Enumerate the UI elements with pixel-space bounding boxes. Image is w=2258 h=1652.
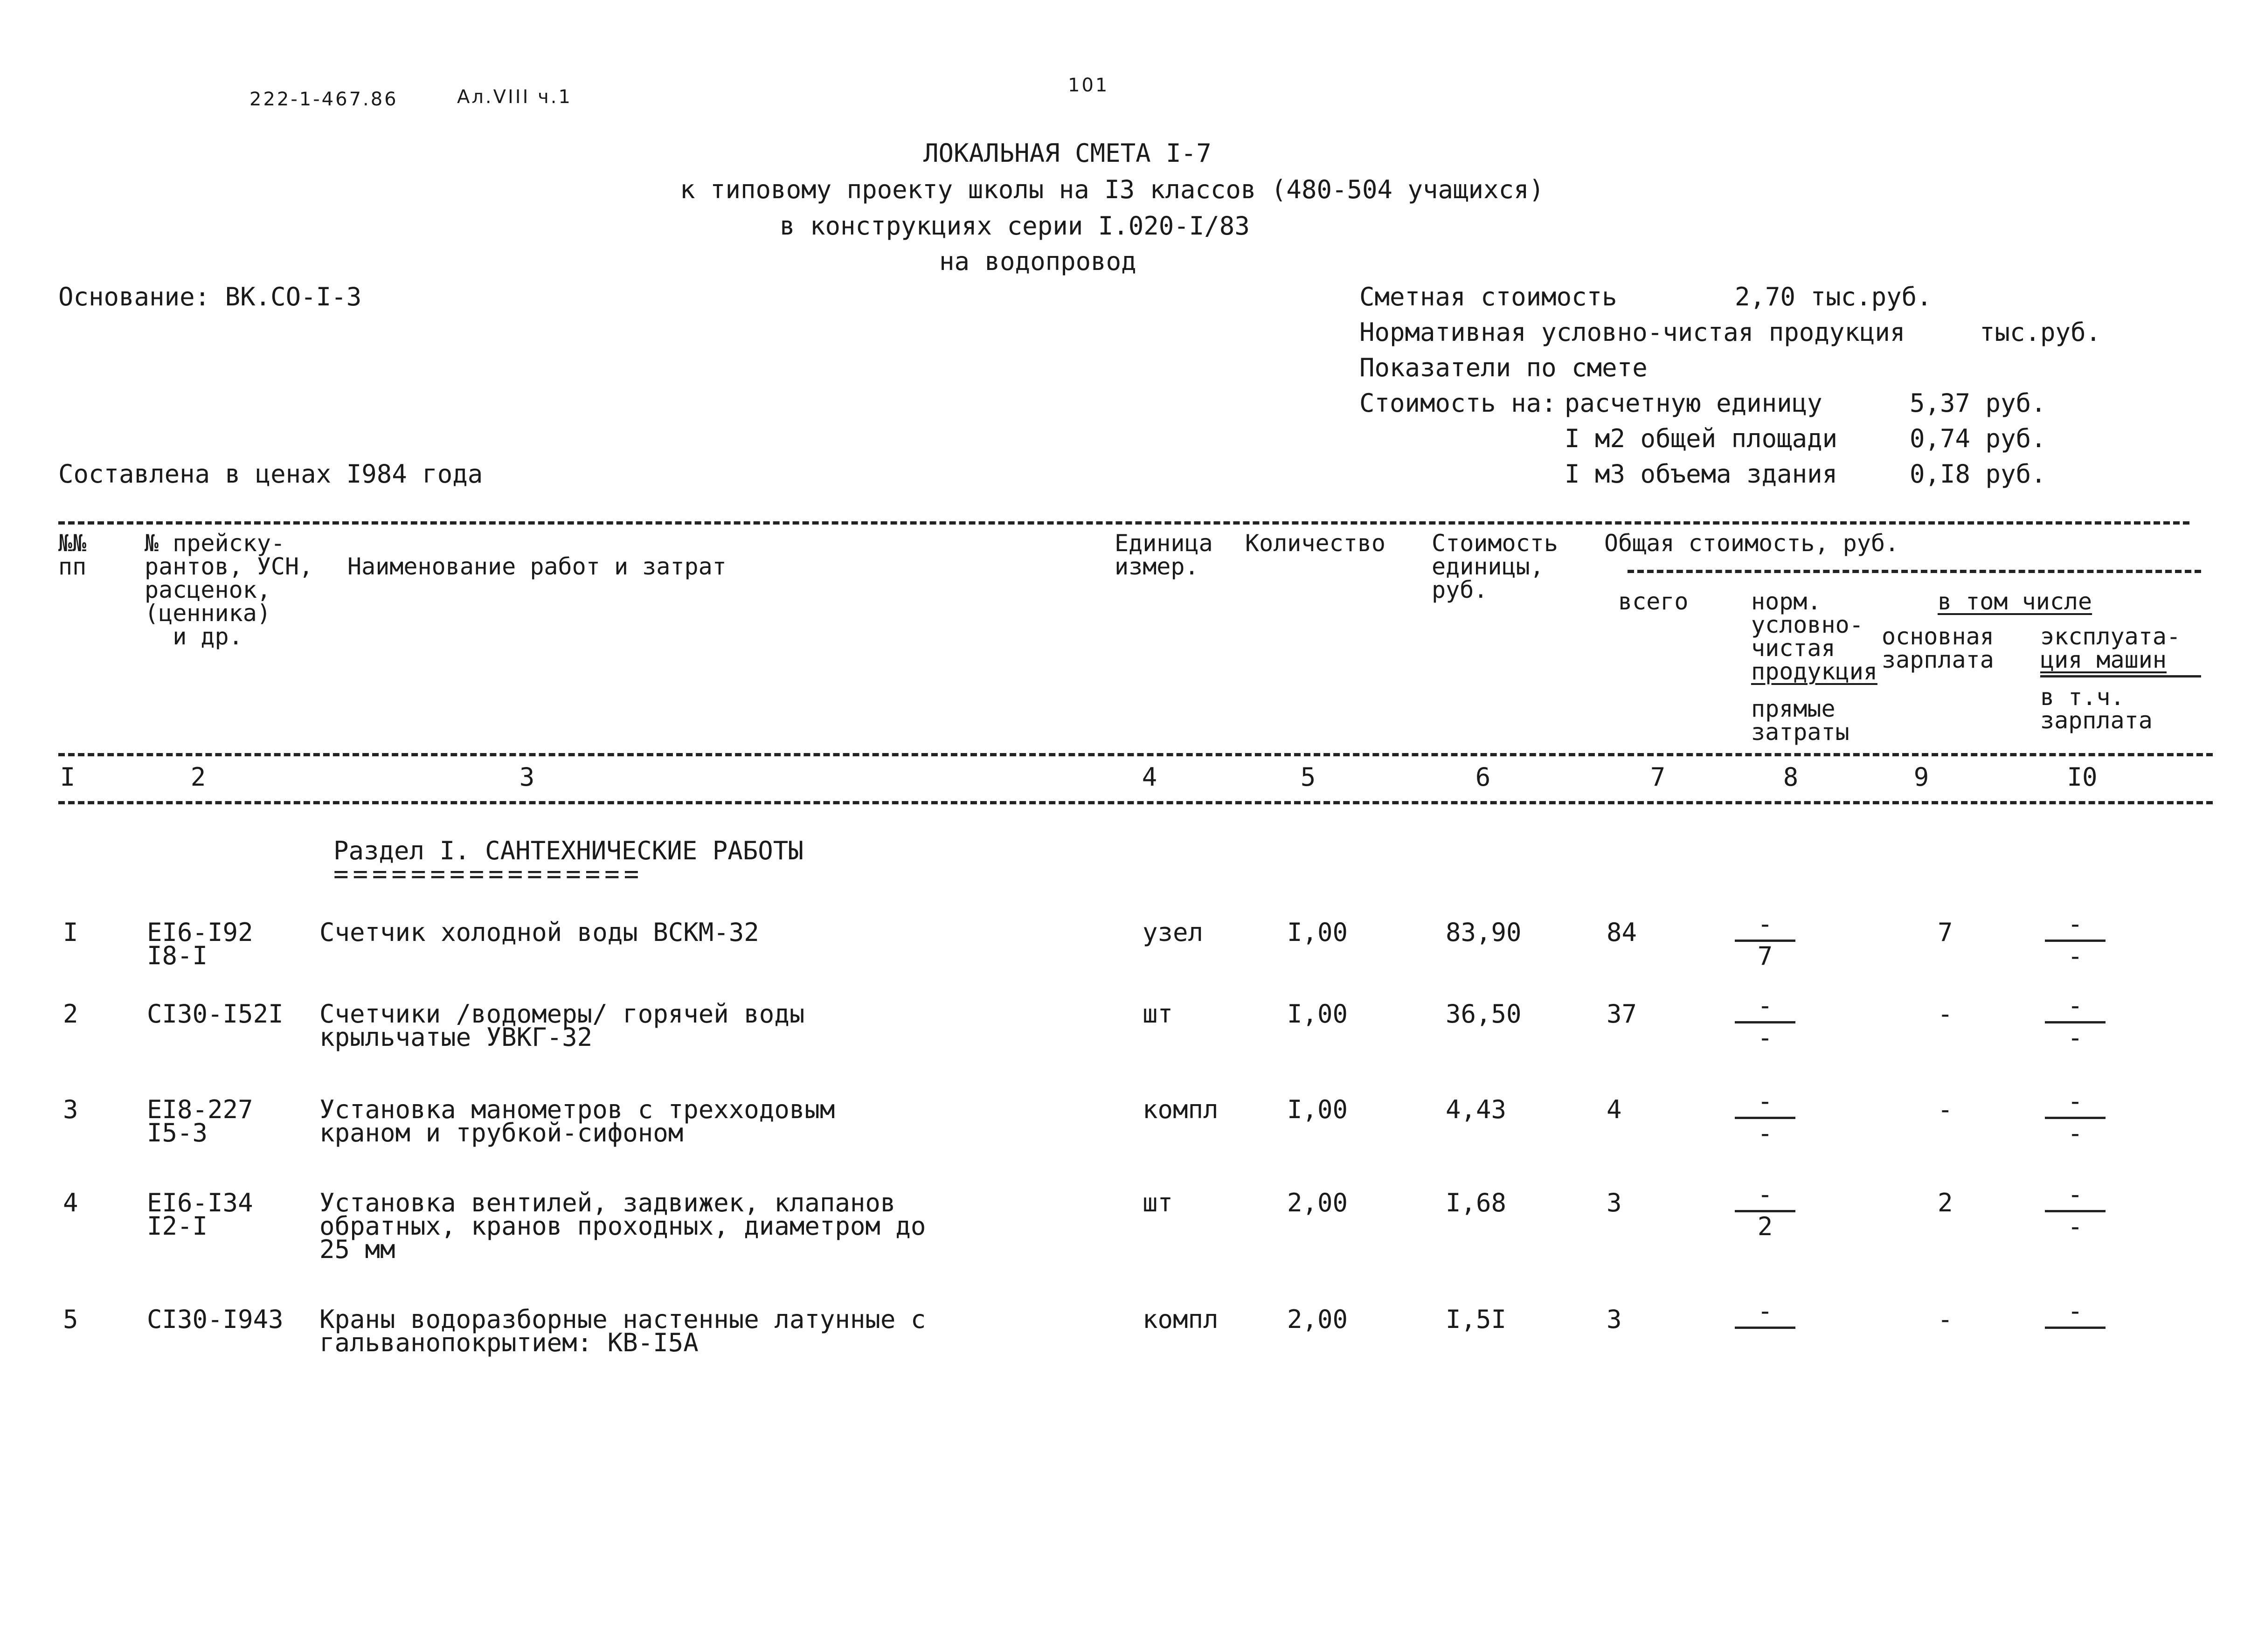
row-name: Установка манометров с трехходовым краном и трубкой-сифоном (319, 1095, 835, 1147)
cost-on-row-value: 0,74 руб. (1910, 424, 2046, 453)
row-qty: 2,00 (1287, 1188, 1348, 1217)
row-qty: I,00 (1287, 999, 1348, 1029)
row-wage: 2 (1938, 1188, 1953, 1217)
title-line-3: в конструкциях серии I.020-I/83 (780, 211, 1250, 241)
header-total-all: всего (1618, 588, 1689, 615)
row-price: 36,50 (1446, 999, 1522, 1029)
expl-fraction-top: - (2067, 1296, 2083, 1326)
norm-fraction-top: - (1757, 991, 1773, 1020)
col-number: 6 (1475, 762, 1491, 792)
expl-fraction (2045, 1182, 2106, 1239)
row-unit: компл (1143, 1305, 1219, 1334)
section-underline: ================ (333, 859, 644, 889)
row-code: ЕI6-I92 I8-I (147, 918, 253, 970)
col-number: 3 (519, 762, 535, 792)
col-number: I0 (2067, 762, 2098, 792)
row-name: Краны водоразборные настенные латунные с гальванопокрытием: КВ-I5А (319, 1305, 926, 1357)
header-col-6: Стоимость единицы, руб. (1432, 530, 1558, 603)
basis: Основание: ВК.СО-I-3 (58, 282, 362, 311)
section-title: Раздел I. САНТЕХНИЧЕСКИЕ РАБОТЫ (333, 836, 803, 865)
header-col-4: Единица измер. (1115, 530, 1213, 580)
cost-on-label: Стоимость на: (1359, 388, 1557, 418)
row-number: 4 (63, 1188, 78, 1217)
normative-label: Нормативная условно-чистая продукция (1359, 318, 1905, 347)
row-name: Счетчик холодной воды ВСКМ-32 (319, 918, 759, 947)
norm-fraction-bottom (1735, 1331, 1795, 1356)
row-code: ЕI6-I34 I2-I (147, 1188, 253, 1241)
header-bottom-rule (58, 753, 2213, 756)
expl-fraction (2045, 1086, 2106, 1148)
row-number: 3 (63, 1095, 78, 1124)
row-wage: 7 (1938, 918, 1953, 947)
row-unit: компл (1143, 1095, 1219, 1124)
header-basic: основная зарплата (1882, 623, 1994, 673)
row-code: СI30-I52I (147, 999, 284, 1029)
row-wage: - (1938, 1305, 1953, 1334)
norm-fraction-top: - (1757, 1086, 1773, 1116)
title-line-4: на водопровод (939, 247, 1136, 276)
row-wage: - (1938, 1095, 1953, 1124)
expl-underline (2040, 675, 2201, 677)
prices-year: Составлена в ценах I984 года (58, 459, 483, 489)
norm-fraction-bar (1735, 1327, 1795, 1329)
normative-value: тыс.руб. (1980, 318, 2101, 347)
norm-fraction (1735, 1086, 1795, 1148)
col-number: I (60, 762, 76, 792)
row-price: I,68 (1446, 1188, 1507, 1217)
title-line-2: к типовому проекту школы на I3 классов (480-504 учащихся) (680, 175, 1545, 204)
header-col-5: Количество (1245, 530, 1386, 557)
expl-fraction-bar (2045, 1327, 2106, 1329)
estimated-cost-label: Сметная стоимость (1359, 282, 1617, 311)
expl-fraction-bottom (2045, 1331, 2106, 1356)
row-qty: I,00 (1287, 918, 1348, 947)
norm-fraction (1735, 993, 1795, 1051)
header-expl-1: эксплуата- (2040, 623, 2181, 650)
header-norm: норм. условно- чистая (1751, 588, 1863, 662)
header-top-rule (58, 521, 2189, 525)
norm-fraction (1735, 909, 1795, 971)
row-unit: шт (1143, 999, 1173, 1029)
row-price: 4,43 (1446, 1095, 1507, 1124)
header-expl-3: в т.ч. зарплата (2040, 684, 2153, 734)
col-number: 4 (1142, 762, 1157, 792)
norm-fraction-top: - (1757, 1180, 1773, 1209)
row-qty: 2,00 (1287, 1305, 1348, 1334)
expl-fraction-bottom: - (2067, 1212, 2083, 1241)
row-price: 83,90 (1446, 918, 1522, 947)
header-incl: в том числе (1938, 588, 2092, 615)
cost-on-row-label: расчетную единицу (1565, 388, 1822, 418)
expl-fraction (2045, 1296, 2106, 1356)
row-total: 84 (1607, 918, 1637, 947)
row-number: 5 (63, 1305, 78, 1334)
col-number: 5 (1300, 762, 1316, 792)
expl-fraction-top: - (2067, 991, 2083, 1020)
row-price: I,5I (1446, 1305, 1507, 1334)
norm-fraction-bottom: 2 (1757, 1212, 1773, 1241)
header-norm-u: продукция (1751, 658, 1877, 685)
header-expl-2: ция машин (2040, 646, 2167, 673)
row-name: Установка вентилей, задвижек, клапанов обратных, кранов проходных, диаметром до 25 мм (319, 1188, 926, 1264)
expl-fraction (2045, 909, 2106, 971)
norm-fraction-bottom: - (1757, 1023, 1773, 1052)
norm-fraction (1735, 1296, 1795, 1356)
row-qty: I,00 (1287, 1095, 1348, 1124)
cost-on-row-value: 0,I8 руб. (1910, 459, 2046, 489)
row-number: I (63, 918, 78, 947)
cost-on-row-label: I м2 общей площади (1565, 424, 1838, 453)
col-number: 2 (190, 762, 206, 792)
title-line-1: ЛОКАЛЬНАЯ СМЕТА I-7 (923, 138, 1212, 168)
row-number: 2 (63, 999, 78, 1029)
col-number: 7 (1650, 762, 1666, 792)
col-number: 8 (1783, 762, 1799, 792)
header-col-3: Наименование работ и затрат (347, 553, 727, 580)
expl-fraction-bottom: - (2067, 1119, 2083, 1148)
expl-fraction-bottom: - (2067, 1023, 2083, 1052)
page-number: 101 (1068, 75, 1109, 96)
expl-fraction-top: - (2067, 909, 2083, 939)
estimated-cost-value: 2,70 тыс.руб. (1735, 282, 1932, 311)
header-col-2: № прейску- рантов, УСН, расценок, (ценника) и др. (145, 530, 313, 650)
row-code: ЕI8-227 I5-3 (147, 1095, 253, 1147)
indicators-label: Показатели по смете (1359, 353, 1648, 382)
cost-on-row-value: 5,37 руб. (1910, 388, 2046, 418)
row-total: 37 (1607, 999, 1637, 1029)
header-col-1: №№ пп (58, 530, 87, 580)
norm-fraction (1735, 1182, 1795, 1239)
norm-fraction-bottom: 7 (1757, 941, 1773, 971)
expl-fraction-top: - (2067, 1180, 2083, 1209)
header-total: Общая стоимость, руб. (1604, 530, 1899, 557)
row-total: 3 (1607, 1305, 1622, 1334)
album-ref: Ал.VIII ч.1 (457, 86, 572, 108)
header-direct: прямые затраты (1751, 695, 1849, 746)
norm-fraction-bottom: - (1757, 1119, 1773, 1148)
norm-fraction-top: - (1757, 1296, 1773, 1326)
total-subrule (1628, 570, 2201, 573)
row-total: 3 (1607, 1188, 1622, 1217)
col-number: 9 (1913, 762, 1929, 792)
norm-fraction-top: - (1757, 909, 1773, 939)
row-unit: шт (1143, 1188, 1173, 1217)
row-wage: - (1938, 999, 1953, 1029)
expl-fraction-top: - (2067, 1086, 2083, 1116)
row-total: 4 (1607, 1095, 1622, 1124)
doc-code: 222-1-467.86 (249, 89, 398, 110)
col-numbers-rule (58, 801, 2213, 804)
expl-fraction-bottom: - (2067, 941, 2083, 971)
row-unit: узел (1143, 918, 1204, 947)
row-code: СI30-I943 (147, 1305, 284, 1334)
row-name: Счетчики /водомеры/ горячей воды крыльчатые УВКГ-32 (319, 999, 805, 1052)
cost-on-row-label: I м3 объема здания (1565, 459, 1838, 489)
expl-fraction (2045, 993, 2106, 1051)
